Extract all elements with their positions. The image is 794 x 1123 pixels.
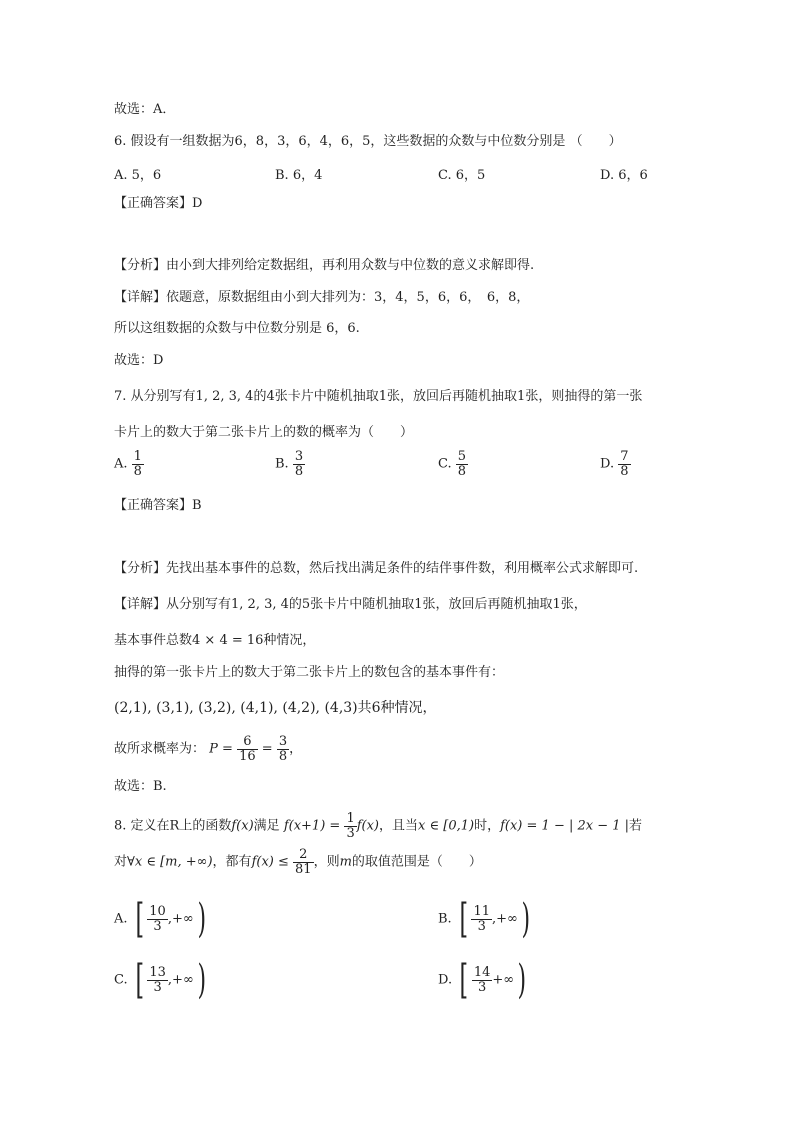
q8-stem-text: 若 [629, 818, 643, 834]
q6-detail-line-1: 【详解】依题意，原数据组由小到大排列为：3，4，5，6，6， 6，8， [114, 290, 530, 305]
q6-choice-a: A. 5，6 [114, 168, 162, 183]
q7-detail-text: 故所求概率为： [114, 741, 206, 757]
q7-detail-one: 1 [414, 597, 423, 612]
q8-stem-text: ，都有 [212, 854, 252, 870]
q7-choice-c [438, 450, 468, 478]
q7-choice-b [275, 450, 305, 478]
q8-choice-d [438, 957, 530, 1003]
q5-conclusion: 故选：A． [114, 102, 176, 117]
interval-tail: +∞ [492, 972, 515, 988]
right-paren: ) [517, 957, 527, 1003]
choice-fraction [132, 450, 144, 478]
q8-domain-interval: x ∈ [0,1) [418, 818, 475, 834]
q8-choice-a [114, 896, 209, 942]
q7-stem-one: 1 [517, 389, 526, 404]
choice-letter: D. [438, 972, 453, 988]
fraction-numerator: 1 [133, 449, 142, 464]
q7-detail-product: 4 × 4 = 16 [192, 633, 264, 648]
choice-letter: A. [114, 911, 128, 927]
q6-analysis: 【分析】由小到大排列给定数据组，再利用众数与中位数的意义求解即得. [114, 258, 535, 273]
q7-choice-a [114, 450, 144, 478]
q8-functional-equation: f(x+1) = [283, 818, 341, 834]
q7-detail-one: 1 [552, 597, 561, 612]
fraction-numerator: 6 [237, 735, 258, 750]
left-bracket: [ [459, 896, 468, 942]
q7-detail-text: 张卡片中随机抽取 [310, 597, 415, 612]
q7-detail-text: 张，放回后再随机抽取 [422, 597, 553, 612]
q8-bound-fraction [293, 848, 314, 876]
fraction-denominator: 3 [477, 918, 486, 934]
choice-letter: C. [114, 972, 128, 988]
q7-detail-text: 种情况， [380, 700, 437, 716]
q7-stem-text: 张卡片中随机抽取 [274, 389, 379, 404]
q7-detail-text: 基本事件总数 [114, 633, 193, 648]
q6-choice-d: D. 6，6 [600, 168, 648, 183]
q8-stem-text: 8. 定义在 [114, 818, 170, 834]
fraction-denominator: 16 [239, 748, 256, 764]
q7-detail-line-4 [114, 699, 437, 717]
q7-detail-line-5 [114, 735, 302, 763]
q7-detail-line-1 [114, 596, 587, 614]
fraction-numerator: 3 [278, 734, 288, 749]
q7-stem-text: 张，则抽得的第一张 [525, 389, 643, 404]
q7-stem-text: 的 [253, 389, 267, 404]
q7-detail-count: 5 [301, 597, 311, 612]
q8-stem-line-2 [114, 848, 482, 876]
q7-event-pairs: (2,1), (3,1), (3,2), (4,1), (4,2), (4,3) [114, 700, 358, 716]
fraction-denominator: 3 [477, 979, 487, 995]
choice-fraction [618, 450, 630, 478]
q8-real-set: R [169, 818, 180, 834]
q7-detail-text: ， [289, 741, 303, 757]
q6-answer: 【正确答案】D [114, 196, 203, 211]
fraction-denominator: 8 [457, 463, 467, 479]
q6-choice-c: C. 6，5 [438, 168, 486, 183]
q7-stem-text: 7. 从分别写有 [114, 389, 196, 404]
q7-detail-text: 张， [560, 597, 587, 612]
q7-detail-text: 【详解】从分别写有 [114, 597, 232, 612]
q7-detail-numbers: 1, 2, 3, 4 [231, 597, 289, 612]
fraction-numerator: 10 [149, 903, 166, 919]
interval-tail: ,+∞ [167, 972, 194, 988]
q8-stem-line-1 [114, 812, 642, 840]
q7-stem-one: 1 [378, 389, 388, 404]
fraction-numerator: 3 [294, 449, 304, 464]
q6-choice-b: B. 6，4 [275, 168, 323, 183]
interval-tail: ,+∞ [491, 911, 518, 927]
right-paren: ) [521, 896, 530, 942]
q8-stem-text: 对 [114, 854, 128, 870]
q7-stem-numbers: 1, 2, 3, 4 [195, 389, 254, 404]
q7-detail-text: 种情况， [263, 633, 316, 648]
choice-letter: B. [438, 911, 452, 927]
q8-stem-text: 的取值范围是（ ） [351, 854, 482, 870]
q8-stem-text: 时， [474, 818, 501, 834]
choice-fraction [293, 450, 305, 478]
fraction-numerator: 13 [149, 964, 166, 980]
left-bracket: [ [135, 896, 144, 942]
q8-function: f(x) [231, 818, 254, 834]
left-bracket: [ [135, 957, 144, 1003]
q7-analysis: 【分析】先找出基本事件的总数，然后找出满足条件的结伴事件数，利用概率公式求解即可. [114, 561, 639, 576]
fraction-denominator: 3 [346, 825, 355, 841]
right-paren: ) [197, 896, 206, 942]
choice-fraction [471, 905, 492, 933]
fraction-numerator: 7 [620, 449, 629, 464]
q7-answer: 【正确答案】B [114, 498, 202, 513]
q6-stem: 6. 假设有一组数据为6，8，3，6，4，6，5，这些数据的众数与中位数分别是 （ ） [114, 134, 622, 149]
q7-detail-line-3: 抽得的第一张卡片上的数大于第二张卡片上的数包含的基本事件有： [114, 665, 505, 680]
q7-probability-symbol: P = [209, 741, 233, 757]
q7-stem-text: 张，放回后再随机抽取 [387, 389, 518, 404]
q8-stem-text: 满足 [253, 818, 280, 834]
q8-forall-condition: ∀x ∈ [m, +∞) [127, 854, 213, 870]
q8-stem-text: ，且当 [379, 818, 419, 834]
q8-coefficient-fraction [344, 812, 356, 840]
q8-function-definition: f(x) = 1 − | 2x − 1 | [500, 818, 630, 834]
choice-fraction [147, 966, 168, 994]
q8-function: f(x) [356, 818, 380, 834]
choice-fraction [147, 905, 168, 933]
choice-fraction [472, 966, 493, 994]
choice-letter: C. [438, 456, 452, 472]
fraction-denominator: 8 [278, 748, 288, 764]
q7-conclusion: 故选：B. [114, 779, 167, 794]
q8-variable-m: m [339, 854, 352, 870]
fraction-denominator: 8 [133, 463, 142, 479]
interval-tail: ,+∞ [167, 911, 194, 927]
choice-fraction [456, 450, 468, 478]
choice-letter: D. [600, 456, 615, 472]
q7-detail-text: 的 [288, 597, 302, 612]
q7-detail-count: 6 [371, 700, 381, 716]
q7-probability-fraction-2 [277, 735, 289, 763]
q8-inequality: f(x) ≤ [251, 854, 289, 870]
q8-stem-text: ，则 [313, 854, 340, 870]
fraction-numerator: 5 [457, 449, 467, 464]
q6-conclusion: 故选：D [114, 353, 164, 368]
right-paren: ) [197, 957, 206, 1003]
fraction-denominator: 3 [153, 918, 162, 934]
q7-detail-text: 共 [357, 700, 372, 716]
fraction-numerator: 11 [473, 903, 490, 919]
fraction-denominator: 8 [294, 463, 304, 479]
q7-probability-fraction-1 [237, 735, 258, 763]
q7-stem-line-1 [114, 388, 642, 406]
q7-detail-line-2 [114, 632, 315, 650]
fraction-numerator: 1 [346, 811, 355, 826]
q7-stem-line-2: 卡片上的数大于第二张卡片上的数的概率为（ ） [114, 425, 414, 440]
fraction-denominator: 3 [153, 979, 162, 995]
fraction-numerator: 2 [293, 848, 314, 863]
q8-choice-c [114, 957, 209, 1003]
equals-sign: = [261, 741, 273, 757]
fraction-numerator: 14 [473, 964, 491, 980]
choice-letter: A. [114, 456, 128, 472]
q7-choice-d [600, 450, 631, 478]
q8-stem-text: 上的函数 [179, 818, 232, 834]
fraction-denominator: 81 [295, 861, 312, 877]
fraction-denominator: 8 [620, 463, 629, 479]
left-bracket: [ [459, 957, 469, 1003]
q6-detail-line-2: 所以这组数据的众数与中位数分别是 6，6. [114, 321, 360, 336]
q8-choice-b [438, 896, 533, 942]
choice-letter: B. [275, 456, 289, 472]
q7-stem-count: 4 [266, 389, 275, 404]
